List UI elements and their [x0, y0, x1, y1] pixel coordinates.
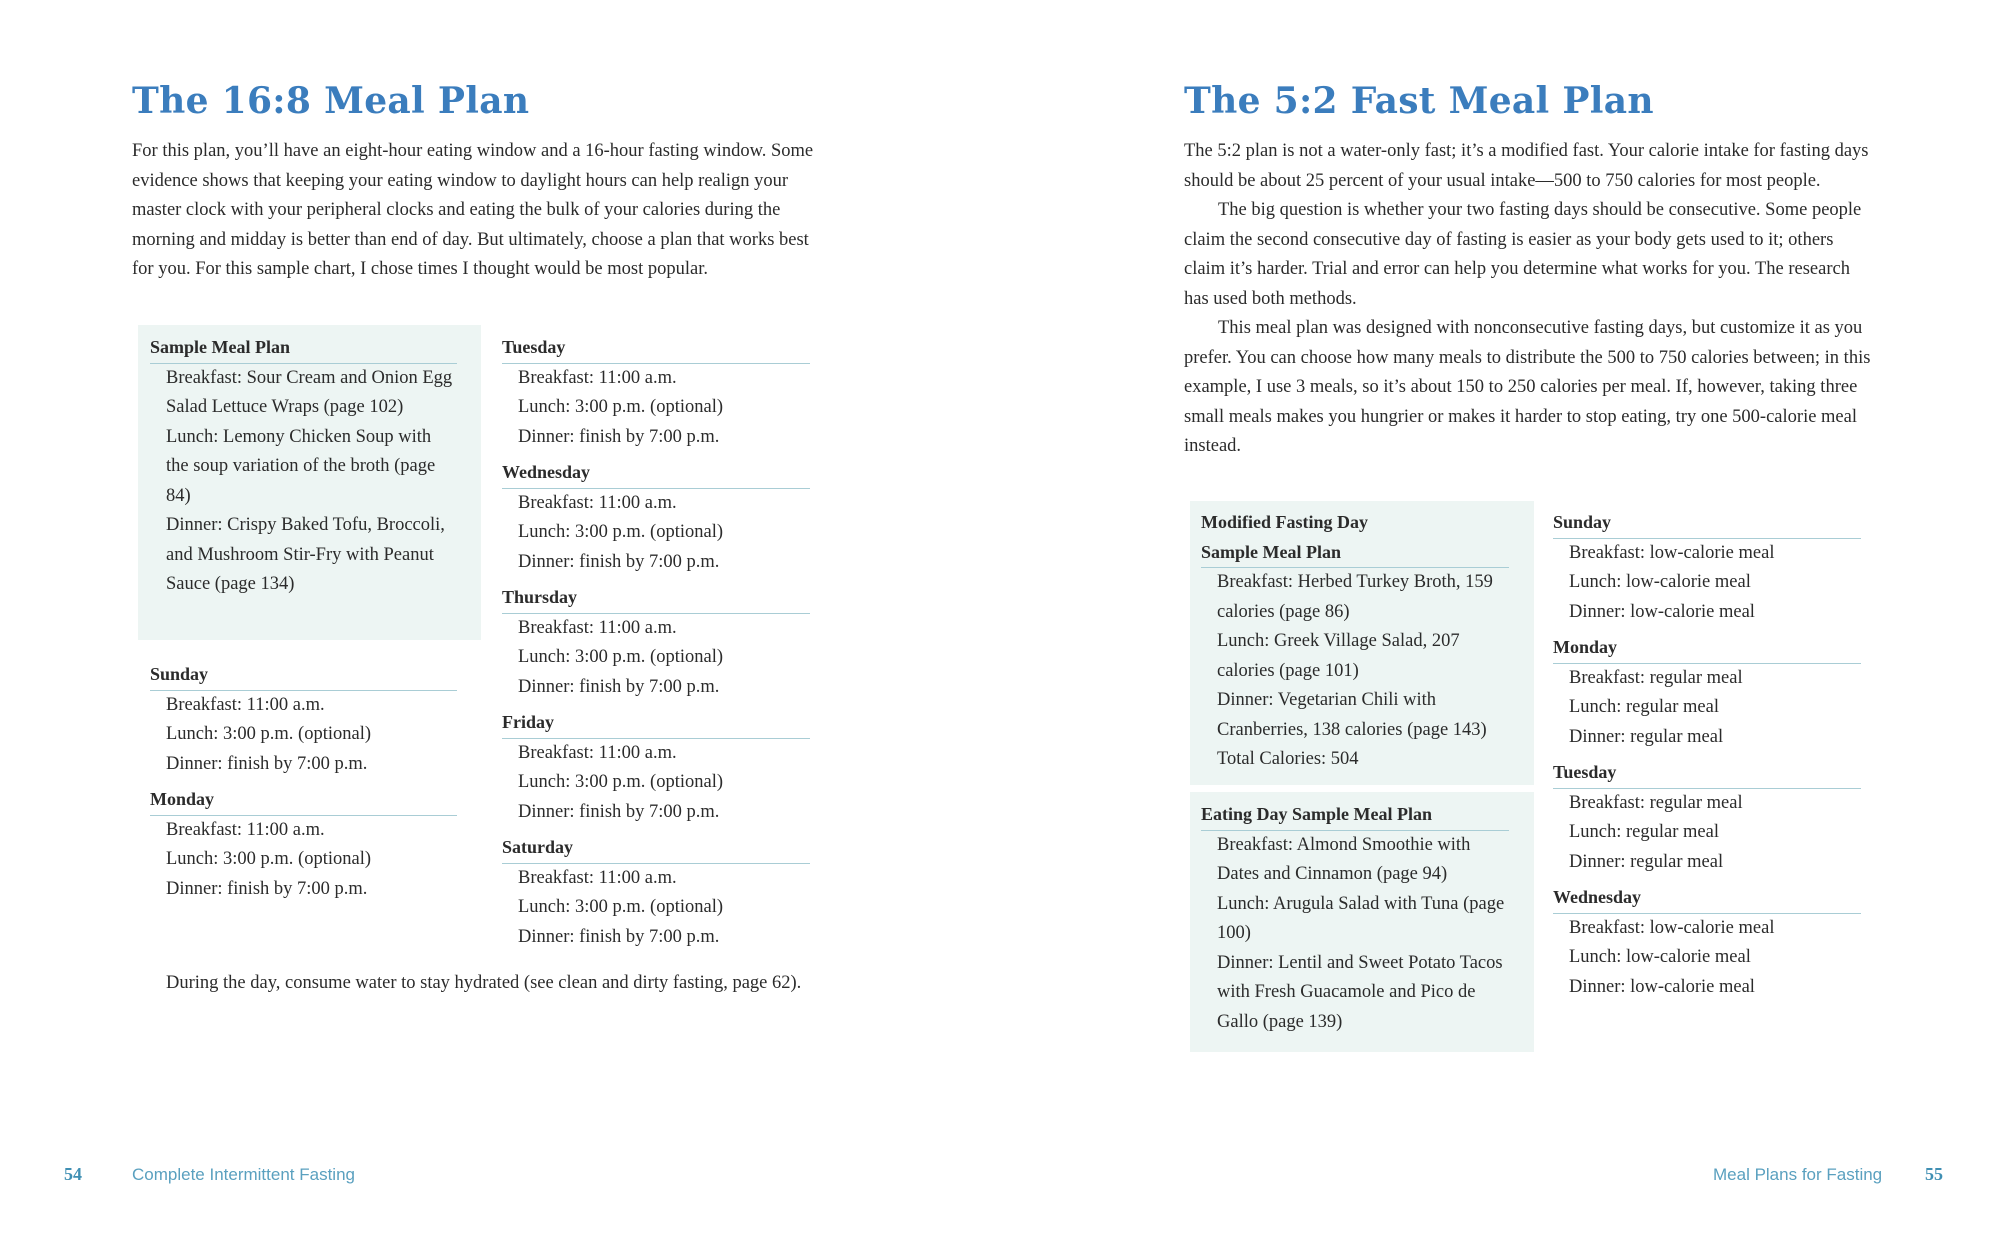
day-heading: Sunday [1553, 508, 1861, 539]
day-section-saturday [502, 833, 810, 952]
fasting-day-items [1201, 568, 1509, 775]
list-item: Dinner: regular meal [1569, 851, 1724, 872]
eating-day-heading: Eating Day Sample Meal Plan [1201, 800, 1509, 831]
list-item: Dinner: finish by 7:00 p.m. [518, 676, 720, 697]
day-section-friday [502, 708, 810, 827]
days-column [1553, 508, 1861, 1008]
page-number: 54 [64, 1164, 82, 1184]
list-item: Lunch: Greek Village Salad, 207 calories (page 101) [1217, 631, 1460, 681]
list-item: Breakfast: 11:00 a.m. [518, 492, 677, 513]
list-item: Breakfast: 11:00 a.m. [166, 819, 325, 840]
day-heading: Saturday [502, 833, 810, 864]
list-item: Breakfast: 11:00 a.m. [518, 742, 677, 763]
list-item: Dinner: Lentil and Sweet Potato Tacos with Fresh Guacamole and Pico de Gallo (page 139) [1217, 952, 1503, 1032]
list-item: Breakfast: 11:00 a.m. [518, 617, 677, 638]
day-heading: Tuesday [1553, 758, 1861, 789]
page-number: 55 [1925, 1164, 1943, 1184]
closing-paragraph: During the day, consume water to stay hydrated (see clean and dirty fasting, page 62). [166, 973, 802, 993]
day-heading: Monday [150, 785, 457, 816]
fasting-day-heading: Modified Fasting Day [1201, 512, 1369, 532]
list-item: Lunch: 3:00 p.m. (optional) [518, 647, 724, 667]
day-section-sunday [1553, 508, 1861, 627]
right-page [1000, 0, 2000, 1233]
days-column-2 [502, 333, 810, 958]
list-item: Dinner: finish by 7:00 p.m. [518, 426, 720, 447]
list-item: Breakfast: Almond Smoothie with Dates and Cinnamon (page 94) [1217, 834, 1471, 884]
day-heading: Wednesday [1553, 883, 1861, 914]
day-heading: Thursday [502, 583, 810, 614]
list-item: Dinner: Vegetarian Chili with Cranberries, 138 calories (page 143) [1217, 690, 1487, 740]
list-item: Dinner: low-calorie meal [1569, 976, 1755, 997]
list-item: Dinner: finish by 7:00 p.m. [166, 753, 368, 774]
list-item: Dinner: regular meal [1569, 726, 1724, 747]
list-item: Breakfast: low-calorie meal [1569, 542, 1775, 563]
intro-text [132, 137, 822, 285]
list-item: Breakfast: 11:00 a.m. [518, 867, 677, 888]
list-item: Breakfast: Sour Cream and Onion Egg Salad Lettuce Wraps (page 102) [166, 367, 453, 417]
list-item: Dinner: finish by 7:00 p.m. [518, 801, 720, 822]
intro-paragraph: This meal plan was designed with nonconsecutive fasting days, but customize it as you prefer. You can choose how many meals to distribute the 500 to 750 calories between; in this example, I use 3 meals, so it’s about 150 to 250 calories per meal. If, however, taking three small meals makes you hungrier or makes it harder to stop eating, try one 500-calorie meal instead. [1184, 318, 1871, 456]
list-item: Lunch: 3:00 p.m. (optional) [518, 522, 724, 542]
running-head: Meal Plans for Fasting [1713, 1165, 1883, 1184]
page-title: The 5:2 Fast Meal Plan [1184, 80, 1654, 122]
fasting-day-subheading: Sample Meal Plan [1201, 538, 1509, 569]
day-heading: Wednesday [502, 458, 810, 489]
day-section-tuesday [502, 333, 810, 452]
list-item: Dinner: finish by 7:00 p.m. [518, 551, 720, 572]
list-item: Lunch: Arugula Salad with Tuna (page 100) [1217, 893, 1505, 943]
day-heading: Friday [502, 708, 810, 739]
fasting-day-plan [1201, 508, 1509, 775]
eating-day-items [1201, 831, 1509, 1038]
list-item: Lunch: Lemony Chicken Soup with the soup variation of the broth (page 84) [166, 426, 436, 506]
list-item: Lunch: low-calorie meal [1569, 572, 1751, 592]
sample-meal-plan-heading: Sample Meal Plan [150, 333, 457, 364]
day-section-monday [150, 785, 457, 904]
eating-day-plan [1201, 800, 1509, 1037]
sample-meal-plan-items [150, 364, 457, 600]
day-section-wednesday [502, 458, 810, 577]
sample-meal-plan [150, 333, 457, 600]
list-item: Lunch: regular meal [1569, 697, 1719, 717]
list-item: Breakfast: regular meal [1569, 667, 1743, 688]
list-item: Breakfast: regular meal [1569, 792, 1743, 813]
list-item: Dinner: Crispy Baked Tofu, Broccoli, and Mushroom Stir-Fry with Peanut Sauce (page 134) [166, 515, 445, 594]
list-item: Lunch: 3:00 p.m. (optional) [518, 772, 724, 792]
list-item: Lunch: regular meal [1569, 822, 1719, 842]
day-section-thursday [502, 583, 810, 702]
list-item: Dinner: finish by 7:00 p.m. [518, 926, 720, 947]
day-heading: Tuesday [502, 333, 810, 364]
intro-paragraph: The 5:2 plan is not a water-only fast; it’s a modified fast. Your calorie intake for fasting days should be about 25 percent of your usual intake—500 to 750 calories for most people. [1184, 141, 1869, 191]
list-item: Lunch: 3:00 p.m. (optional) [166, 724, 372, 744]
day-section-monday [1553, 633, 1861, 752]
day-heading: Monday [1553, 633, 1861, 664]
list-item: Total Calories: 504 [1217, 749, 1359, 769]
list-item: Lunch: 3:00 p.m. (optional) [518, 897, 724, 917]
days-column-1 [150, 660, 457, 910]
day-section-wednesday [1553, 883, 1861, 1002]
list-item: Lunch: low-calorie meal [1569, 947, 1751, 967]
list-item: Dinner: low-calorie meal [1569, 601, 1755, 622]
list-item: Lunch: 3:00 p.m. (optional) [518, 397, 724, 417]
list-item: Breakfast: low-calorie meal [1569, 917, 1775, 938]
running-head: Complete Intermittent Fasting [132, 1165, 355, 1184]
day-heading: Sunday [150, 660, 457, 691]
intro-text [1184, 137, 1874, 462]
list-item: Dinner: finish by 7:00 p.m. [166, 878, 368, 899]
list-item: Breakfast: 11:00 a.m. [518, 367, 677, 388]
closing-text [132, 969, 822, 999]
day-section-sunday [150, 660, 457, 779]
intro-paragraph: The big question is whether your two fasting days should be consecutive. Some people claim the second consecutive day of fasting is easier as your body gets used to it; others claim it’s harder. Trial and error can help you determine what works for you. The research has used both methods. [1184, 200, 1862, 309]
list-item: Lunch: 3:00 p.m. (optional) [166, 849, 372, 869]
intro-paragraph: For this plan, you’ll have an eight-hour eating window and a 16-hour fasting window. Some evidence shows that keeping your eating window to daylight hours can help realign your master clock with your peripheral clocks and eating the bulk of your calories during the morning and midday is better than end of day. But ultimately, choose a plan that works best for you. For this sample chart, I chose times I thought would be most popular. [132, 141, 814, 279]
list-item: Breakfast: 11:00 a.m. [166, 694, 325, 715]
page-title: The 16:8 Meal Plan [132, 80, 530, 122]
day-section-tuesday [1553, 758, 1861, 877]
list-item: Breakfast: Herbed Turkey Broth, 159 calories (page 86) [1217, 572, 1493, 622]
